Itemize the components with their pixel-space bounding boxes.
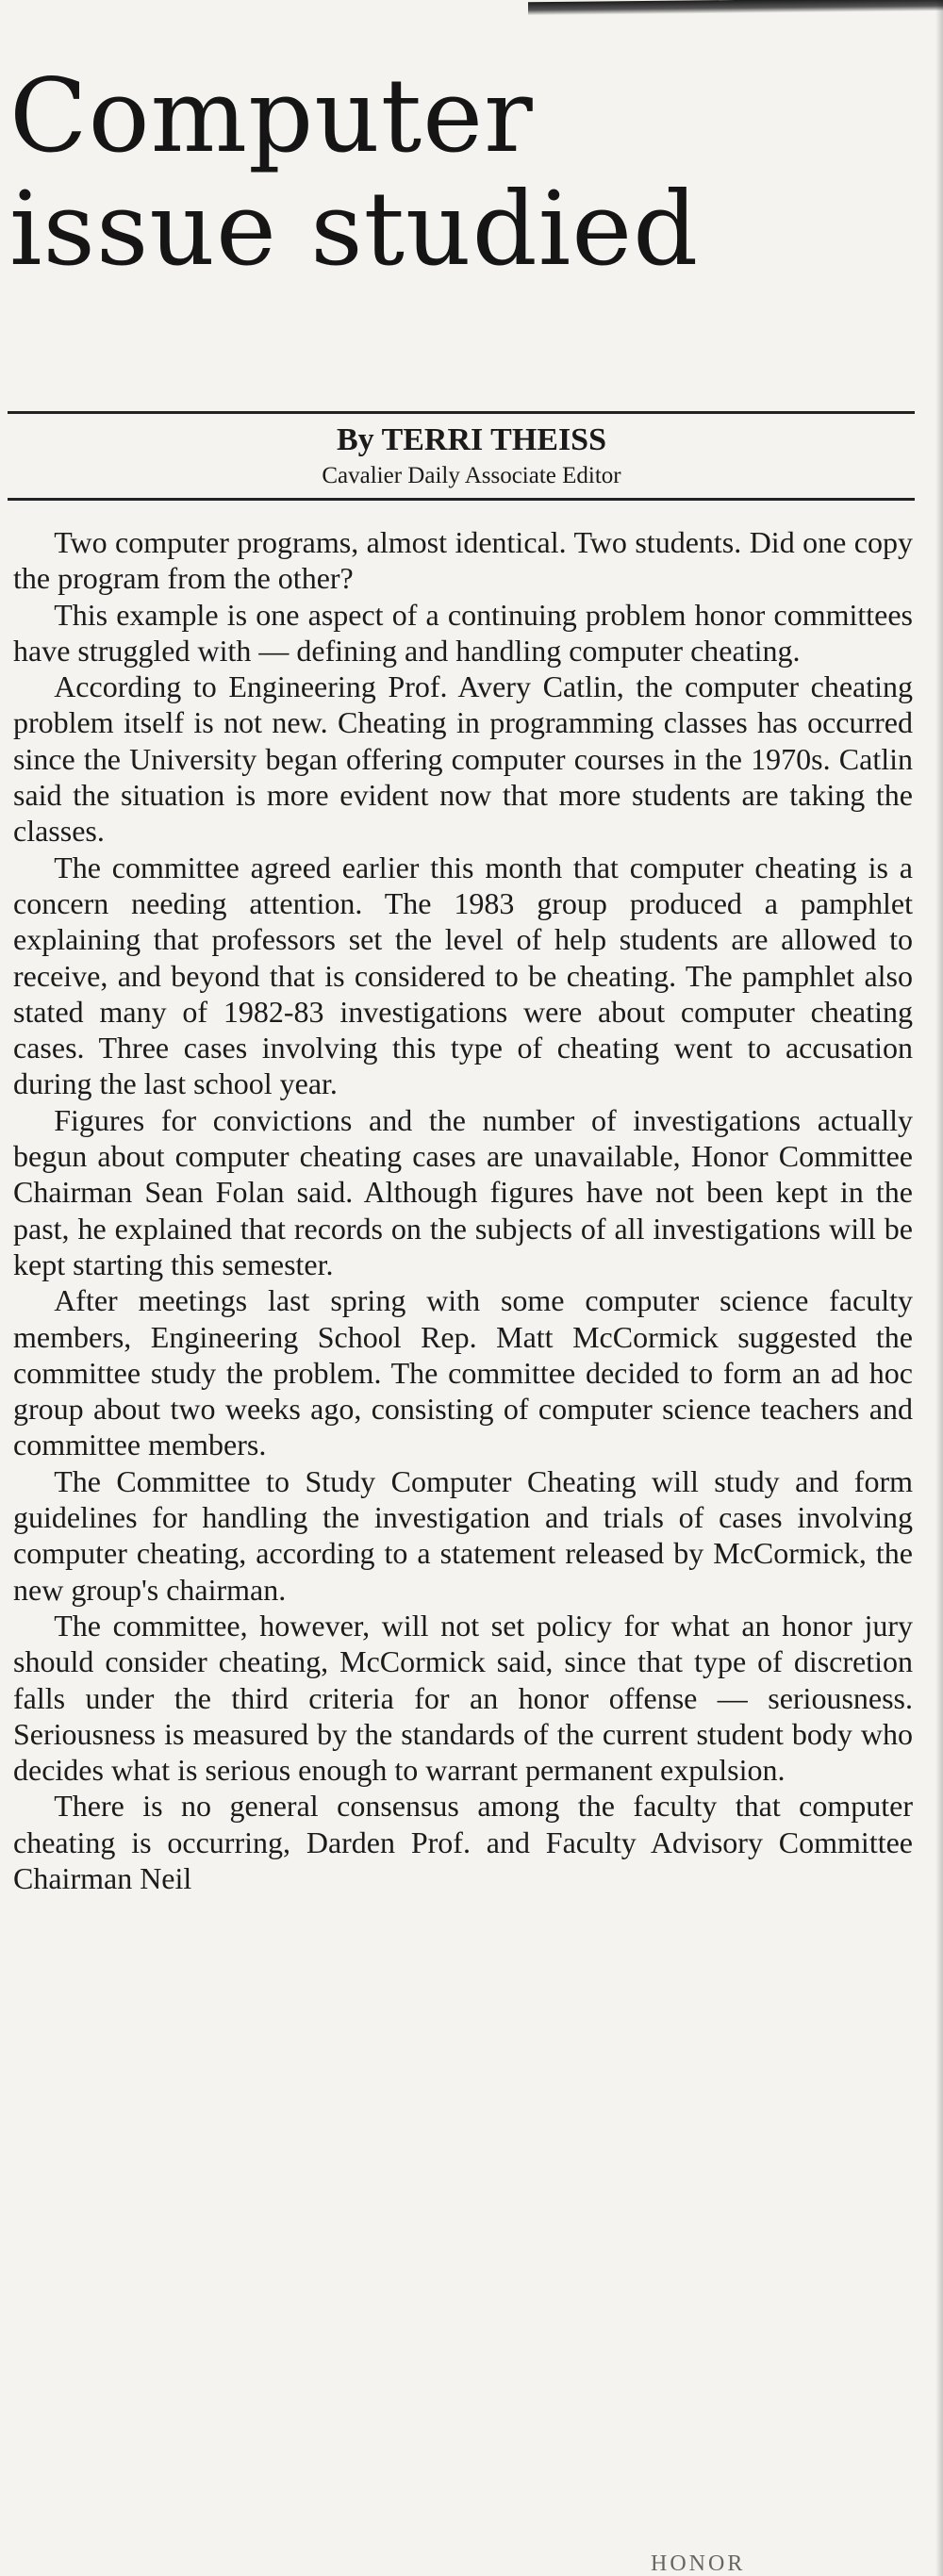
paragraph: The committee, however, will not set policy for what an honor jury should consider cheating, McCormick said, since that type of discretion falls under the third criteria for an honor offense — seriousness. Seriousness is measured by the standards of the current student body who decides what is serious enough to warrant permanent expulsion. (13, 1608, 913, 1788)
paragraph: Figures for convictions and the number of investigations actually begun about computer cheating cases are unavailable, Honor Committee Chairman Sean Folan said. Although figures have not been kept in the past, he explained that records on the subjects of all investigations will be kept starting this semester. (13, 1102, 913, 1281)
top-rule (8, 411, 915, 414)
paragraph: According to Engineering Prof. Avery Catlin, the computer cheating problem itself is not new. Cheating in programming classes has occurred since the University began offering computer courses in the 1970s. Catlin said the situation is more evident now that more students are taking the classes. (13, 669, 913, 849)
byline-credit: Cavalier Daily Associate Editor (322, 463, 621, 488)
scan-shadow-top (528, 0, 943, 15)
paragraph: There is no general consensus among the faculty that computer cheating is occurring, Darden Prof. and Faculty Advisory Committee Chairman Neil (13, 1789, 913, 1895)
headline-line-2: issue studied (9, 171, 700, 289)
scan-shadow-right (935, 0, 943, 2576)
continued-label: HONOR (651, 2551, 746, 2576)
article-body (13, 524, 913, 1896)
paragraph: Two computer programs, almost identical. Two students. Did one copy the program from the other? (13, 525, 913, 596)
bottom-rule (8, 498, 915, 501)
paragraph: This example is one aspect of a continuing problem honor committees have struggled with — defining and handling computer cheating. (13, 597, 913, 668)
paragraph: The Committee to Study Computer Cheating will study and form guidelines for handling the investigation and trials of cases involving computer cheating, according to a statement released by McCormick, the new group's chairman. (13, 1463, 913, 1607)
headline-line-1: Computer (9, 58, 534, 175)
byline: By TERRI THEISS (337, 422, 606, 457)
paragraph: After meetings last spring with some computer science faculty members, Engineering School Rep. Matt McCormick suggested the committee study the problem. The committee decided to form an ad hoc group about two weeks ago, consisting of computer science teachers and committee members. (13, 1283, 913, 1462)
paragraph: The committee agreed earlier this month that computer cheating is a concern needing attention. The 1983 group produced a pamphlet explaining that professors set the level of help students are allowed to receive, and beyond that is considered to be cheating. The pamphlet also stated many of 1982-83 investigations were about computer cheating cases. Three cases involving this type of cheating went to accusation during the last school year. (13, 850, 913, 1101)
headline (9, 60, 934, 287)
